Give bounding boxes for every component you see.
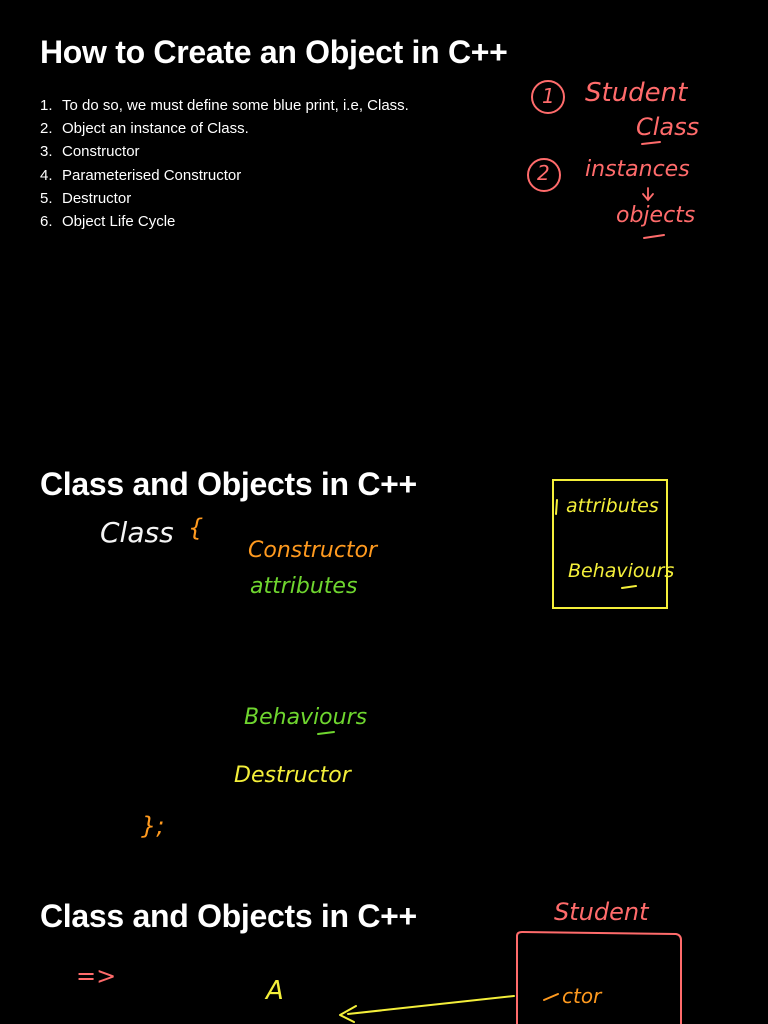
- annotation-behaviours: Behaviours: [244, 705, 368, 730]
- slide-class-and-objects-2: [0, 860, 768, 1024]
- list-item: 4. Parameterised Constructor: [40, 166, 242, 184]
- list-item: 2. Object an instance of Class.: [40, 120, 249, 138]
- annotation-open-brace: {: [188, 514, 204, 542]
- slide-title: How to Create an Object in C++: [40, 34, 508, 70]
- annotation-student: Student: [585, 78, 688, 108]
- circled-number-2: 2: [537, 161, 550, 185]
- list-item: 5. Destructor: [40, 189, 132, 207]
- annotation-class: Class: [636, 113, 700, 141]
- box-behaviours: Behaviours: [568, 560, 675, 582]
- annotation-destructor: Destructor: [234, 763, 351, 788]
- slide-title: Class and Objects in C++: [40, 466, 417, 502]
- slide-create-object: [0, 0, 768, 440]
- slide-class-and-objects: [0, 440, 768, 860]
- annotation-a: A: [266, 976, 284, 1006]
- annotation-ctor: ctor: [562, 984, 602, 1008]
- list-item: 1. To do so, we must define some blue print, i.e, Class.: [40, 97, 409, 114]
- annotation-close-brace: };: [141, 812, 165, 840]
- annotation-student: Student: [554, 898, 649, 926]
- annotation-attributes: attributes: [250, 574, 358, 599]
- annotation-implies: =>: [76, 962, 117, 990]
- annotation-constructor: Constructor: [248, 538, 378, 563]
- annotation-instances: instances: [585, 157, 690, 182]
- box-attributes: attributes: [566, 495, 659, 517]
- annotation-objects: objects: [616, 203, 696, 228]
- circled-number-1: 1: [542, 84, 555, 108]
- slide-title: Class and Objects in C++: [40, 898, 417, 934]
- annotation-class: Class: [100, 516, 174, 549]
- list-item: 3. Constructor: [40, 143, 140, 161]
- student-diagram-strokes: [0, 860, 768, 1024]
- list-item: 6. Object Life Cycle: [40, 213, 176, 231]
